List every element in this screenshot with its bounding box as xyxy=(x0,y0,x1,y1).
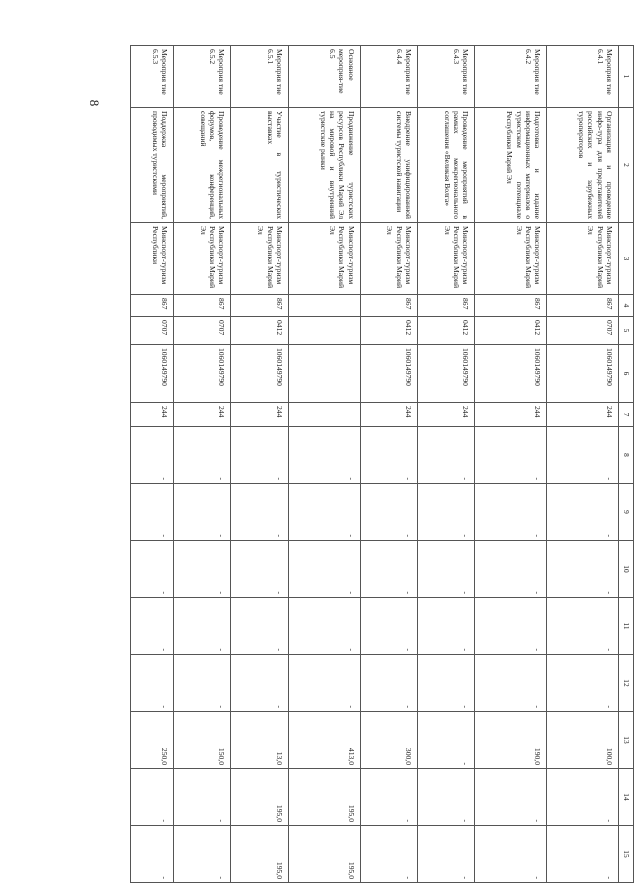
row-value-2020: - xyxy=(360,826,417,883)
row-value-2017: - xyxy=(547,655,619,712)
row-grbs xyxy=(288,295,360,317)
row-value-2020: - xyxy=(475,826,547,883)
row-value-2019: 195,0 xyxy=(231,769,288,826)
row-value-2020: 195,0 xyxy=(288,826,360,883)
row-value-2017: - xyxy=(174,655,231,712)
row-value-2014: - xyxy=(288,484,360,541)
row-csr: 1060149790 xyxy=(547,345,619,403)
row-value-2016: - xyxy=(417,598,474,655)
table-row xyxy=(475,46,547,883)
row-value-2016: - xyxy=(547,598,619,655)
row-value-2019: - xyxy=(360,769,417,826)
row-code: Мероприя тие 6.5.2 xyxy=(174,46,231,108)
row-value-2014: - xyxy=(475,484,547,541)
row-value-2015: - xyxy=(547,541,619,598)
table-row xyxy=(174,46,231,883)
column-header-2: 2 xyxy=(619,108,634,223)
row-value-2020: - xyxy=(417,826,474,883)
column-header-4: 4 xyxy=(619,295,634,317)
table-row xyxy=(360,46,417,883)
row-value-2019: - xyxy=(547,769,619,826)
row-value-2015: - xyxy=(417,541,474,598)
row-grbs: 867 xyxy=(547,295,619,317)
row-grbs: 867 xyxy=(231,295,288,317)
row-csr: 1060149790 xyxy=(231,345,288,403)
column-header-8: 8 xyxy=(619,427,634,484)
row-vr: 244 xyxy=(547,403,619,427)
row-name: Организация и проведение инфо-тура для представителей российских и зарубежных туроператоров xyxy=(547,108,619,223)
row-executor: Минспорт-туризм Республики xyxy=(131,223,174,295)
row-vr: 244 xyxy=(174,403,231,427)
row-code: Мероприя тие 6.4.4 xyxy=(360,46,417,108)
row-value-2014: - xyxy=(231,484,288,541)
row-executor: Минспорт-туризм Республики Марий Эл xyxy=(475,223,547,295)
row-executor: Минспорт-туризм Республики Марий Эл xyxy=(547,223,619,295)
row-name: Поддержка мероприятий, проводимых туристскими xyxy=(131,108,174,223)
row-value-2017: - xyxy=(131,655,174,712)
row-value-2013: - xyxy=(417,427,474,484)
table-row xyxy=(231,46,288,883)
row-code: Мероприя тие 6.4.2 xyxy=(475,46,547,108)
row-vr: 244 xyxy=(360,403,417,427)
row-value-2013: - xyxy=(174,427,231,484)
row-value-2015: - xyxy=(231,541,288,598)
column-header-11: 11 xyxy=(619,598,634,655)
row-rzpr: 0412 xyxy=(475,317,547,345)
row-code: Основное мероприя-тие 6.5 xyxy=(288,46,360,108)
row-grbs: 867 xyxy=(417,295,474,317)
row-value-2015: - xyxy=(174,541,231,598)
row-value-2013: - xyxy=(288,427,360,484)
row-value-2018: 100,0 xyxy=(547,712,619,769)
row-value-2016: - xyxy=(174,598,231,655)
row-value-2019: - xyxy=(417,769,474,826)
row-name: Проведение межрегиональных форумов, конференций, совещаний xyxy=(174,108,231,223)
row-rzpr: 0412 xyxy=(231,317,288,345)
row-csr: 1060149790 xyxy=(360,345,417,403)
row-value-2018: 300,0 xyxy=(360,712,417,769)
row-value-2018: - xyxy=(417,712,474,769)
row-value-2013: - xyxy=(231,427,288,484)
row-csr: 1060149790 xyxy=(174,345,231,403)
row-value-2016: - xyxy=(360,598,417,655)
row-value-2016: - xyxy=(131,598,174,655)
table-body xyxy=(131,46,619,883)
column-header-9: 9 xyxy=(619,484,634,541)
row-value-2019: - xyxy=(174,769,231,826)
row-rzpr xyxy=(288,317,360,345)
row-name: Подготовка и издание информационных материалов о туристском потенциале Республики Марий Эл xyxy=(475,108,547,223)
row-code: Мероприя тие 6.4.1 xyxy=(547,46,619,108)
row-grbs: 867 xyxy=(131,295,174,317)
row-rzpr: 0412 xyxy=(360,317,417,345)
row-value-2019: - xyxy=(475,769,547,826)
row-value-2015: - xyxy=(475,541,547,598)
column-header-15: 15 xyxy=(619,826,634,883)
row-value-2017: - xyxy=(360,655,417,712)
row-name: Проведение мероприятий в рамках межрегионального соглашения «Великая Волга» xyxy=(417,108,474,223)
row-rzpr: 0412 xyxy=(417,317,474,345)
row-csr: 1060149790 xyxy=(131,345,174,403)
row-code: Мероприя тие 6.5.3 xyxy=(131,46,174,108)
row-csr: 1060149790 xyxy=(417,345,474,403)
row-value-2017: - xyxy=(475,655,547,712)
row-grbs: 867 xyxy=(475,295,547,317)
row-value-2020: - xyxy=(547,826,619,883)
row-code: Мероприя тие 6.4.3 xyxy=(417,46,474,108)
table-row xyxy=(547,46,619,883)
row-name: Участие в туристических выставках xyxy=(231,108,288,223)
row-value-2014: - xyxy=(131,484,174,541)
row-rzpr: 0707 xyxy=(174,317,231,345)
column-header-1: 1 xyxy=(619,46,634,108)
row-rzpr: 0707 xyxy=(547,317,619,345)
column-header-7: 7 xyxy=(619,403,634,427)
row-value-2018: 250,0 xyxy=(131,712,174,769)
row-grbs: 867 xyxy=(360,295,417,317)
row-value-2015: - xyxy=(131,541,174,598)
row-value-2013: - xyxy=(131,427,174,484)
row-value-2016: - xyxy=(231,598,288,655)
row-executor: Минспорт-туризм Республики Марий Эл xyxy=(288,223,360,295)
row-executor: Минспорт-туризм Республики Марий Эл xyxy=(174,223,231,295)
row-value-2013: - xyxy=(360,427,417,484)
table-row xyxy=(131,46,174,883)
row-value-2019: 195,0 xyxy=(288,769,360,826)
row-vr: 244 xyxy=(417,403,474,427)
row-value-2014: - xyxy=(547,484,619,541)
row-value-2014: - xyxy=(174,484,231,541)
row-name: Внедрение унифицированной системы туристской навигации xyxy=(360,108,417,223)
row-value-2015: - xyxy=(288,541,360,598)
row-name: Продвижение туристских ресурсов Республики Марий Эл на мировой и внутренний туристские рынки xyxy=(288,108,360,223)
row-grbs: 867 xyxy=(174,295,231,317)
row-csr: 1060149790 xyxy=(475,345,547,403)
row-value-2020: 195,0 xyxy=(231,826,288,883)
budget-table-rotated xyxy=(130,45,634,881)
column-header-14: 14 xyxy=(619,769,634,826)
row-csr xyxy=(288,345,360,403)
row-rzpr: 0707 xyxy=(131,317,174,345)
row-value-2018: 413,0 xyxy=(288,712,360,769)
row-executor: Минспорт-туризм Республики Марий Эл xyxy=(360,223,417,295)
column-header-10: 10 xyxy=(619,541,634,598)
column-header-13: 13 xyxy=(619,712,634,769)
row-vr: 244 xyxy=(131,403,174,427)
row-value-2014: - xyxy=(360,484,417,541)
row-value-2017: - xyxy=(288,655,360,712)
row-value-2017: - xyxy=(231,655,288,712)
row-value-2019: - xyxy=(131,769,174,826)
row-code: Мероприя тие 6.5.1 xyxy=(231,46,288,108)
row-value-2015: - xyxy=(360,541,417,598)
row-value-2017: - xyxy=(417,655,474,712)
row-value-2013: - xyxy=(475,427,547,484)
column-header-3: 3 xyxy=(619,223,634,295)
column-header-12: 12 xyxy=(619,655,634,712)
row-value-2014: - xyxy=(417,484,474,541)
row-value-2018: 150,0 xyxy=(174,712,231,769)
row-value-2013: - xyxy=(547,427,619,484)
row-vr: 244 xyxy=(231,403,288,427)
table-row xyxy=(417,46,474,883)
row-value-2018: 13,0 xyxy=(231,712,288,769)
column-header-6: 6 xyxy=(619,345,634,403)
row-value-2016: - xyxy=(288,598,360,655)
row-executor: Минспорт-туризм Республики Марий Эл xyxy=(231,223,288,295)
budget-table xyxy=(130,45,634,883)
page-number: 8 xyxy=(87,99,102,107)
header-row xyxy=(619,46,634,883)
row-value-2020: - xyxy=(131,826,174,883)
row-vr: 244 xyxy=(475,403,547,427)
row-value-2016: - xyxy=(475,598,547,655)
row-value-2020: - xyxy=(174,826,231,883)
column-header-5: 5 xyxy=(619,317,634,345)
row-vr xyxy=(288,403,360,427)
row-executor: Минспорт-туризм Республики Марий Эл xyxy=(417,223,474,295)
row-value-2018: 190,0 xyxy=(475,712,547,769)
table-row xyxy=(288,46,360,883)
